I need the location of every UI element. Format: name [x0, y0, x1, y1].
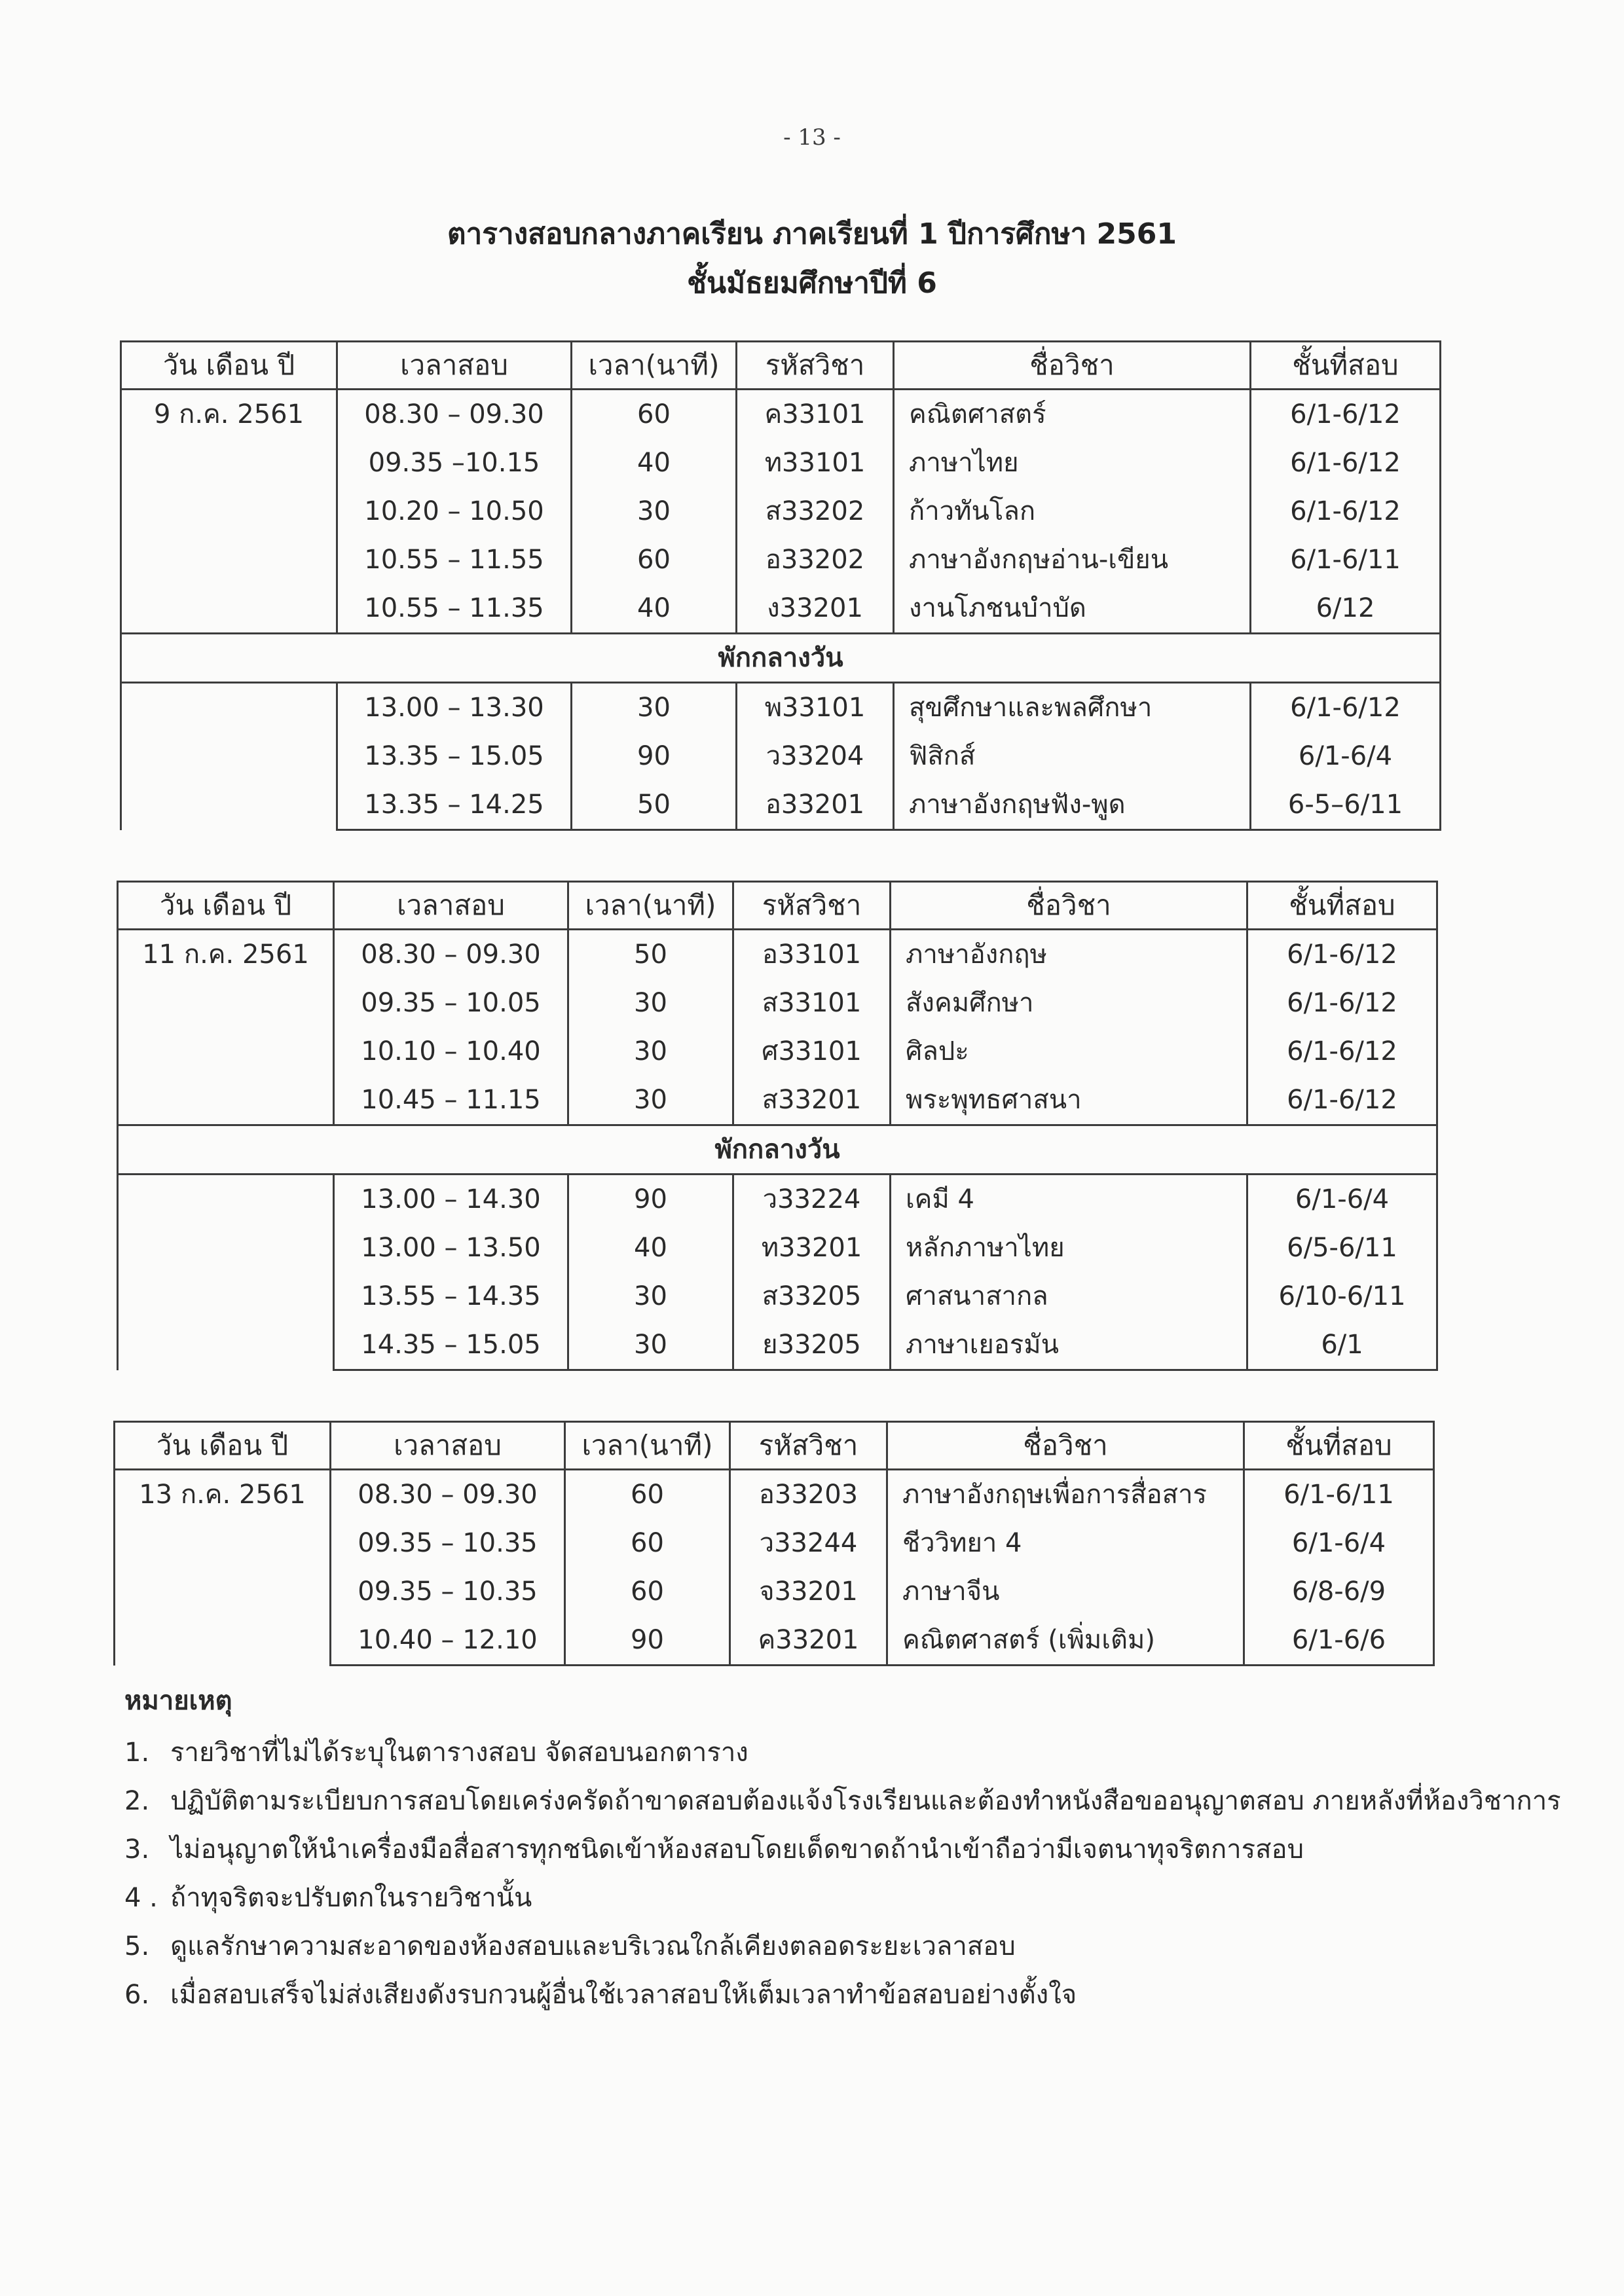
note-item: [124, 1784, 1565, 1818]
cell-subject: คณิตศาสตร์: [894, 390, 1251, 439]
cell-subject: ศิลปะ: [891, 1027, 1247, 1076]
cell-code: จ33201: [730, 1567, 887, 1616]
note-text: รายวิชาที่ไม่ได้ระบุในตารางสอบ จัดสอบนอกตาราง: [170, 1738, 748, 1768]
cell-subject: เคมี 4: [891, 1175, 1247, 1224]
cell-room: 6/1-6/12: [1251, 487, 1441, 536]
header-code: รหัสวิชา: [737, 342, 894, 390]
table-row: [121, 390, 1441, 439]
cell-minutes: 30: [572, 487, 737, 536]
header-minutes: เวลา(นาที): [568, 882, 733, 930]
cell-time: 09.35 – 10.35: [331, 1567, 565, 1616]
note-number: 2.: [124, 1786, 150, 1816]
note-text: เมื่อสอบเสร็จไม่ส่งเสียงดังรบกวนผู้อื่นใช้เวลาสอบให้เต็มเวลาทำข้อสอบอย่างตั้งใจ: [170, 1980, 1077, 2010]
note-text: ปฏิบัติตามระเบียบการสอบโดยเคร่งครัดถ้าขาดสอบต้องแจ้งโรงเรียนและต้องทำหนังสือขออนุญาตสอบ ภายหลังที่ห้องวิชาการ: [170, 1786, 1561, 1816]
cell-code: อ33203: [730, 1470, 887, 1520]
cell-minutes: 30: [568, 1076, 733, 1125]
header-time: เวลาสอบ: [331, 1422, 565, 1470]
cell-minutes: 30: [568, 1272, 733, 1321]
table-row: [118, 930, 1437, 979]
cell-code: อ33101: [733, 930, 891, 979]
cell-minutes: 30: [568, 1321, 733, 1370]
cell-minutes: 90: [565, 1616, 730, 1666]
page-title: ตารางสอบกลางภาคเรียน ภาคเรียนที่ 1 ปีการศึกษา 2561: [447, 217, 1177, 251]
cell-code: ท33101: [737, 439, 894, 487]
cell-minutes: 90: [568, 1175, 733, 1224]
exam-table: [113, 1421, 1435, 1666]
notes-list: [124, 1736, 1565, 2012]
note-item: [124, 1832, 1565, 1867]
lunch-break: พักกลางวัน: [121, 634, 1441, 683]
cell-subject: ฟิสิกส์: [894, 732, 1251, 780]
cell-room: 6/1: [1247, 1321, 1437, 1370]
cell-subject: สังคมศึกษา: [891, 979, 1247, 1027]
cell-minutes: 60: [565, 1519, 730, 1567]
cell-minutes: 50: [568, 930, 733, 979]
cell-code: ง33201: [737, 584, 894, 634]
header-time: เวลาสอบ: [334, 882, 568, 930]
lunch-break-row: [118, 1125, 1437, 1175]
cell-room: 6/10-6/11: [1247, 1272, 1437, 1321]
cell-time: 08.30 – 09.30: [337, 390, 572, 439]
cell-code: ศ33101: [733, 1027, 891, 1076]
exam-date: 11 ก.ค. 2561: [118, 930, 334, 1125]
cell-minutes: 30: [568, 1027, 733, 1076]
cell-time: 09.35 –10.15: [337, 439, 572, 487]
note-number: 6.: [124, 1980, 150, 2010]
note-number: 5.: [124, 1931, 150, 1961]
header-row: [118, 882, 1437, 930]
cell-room: 6/1-6/12: [1251, 390, 1441, 439]
table-row: [121, 683, 1441, 733]
cell-subject: ภาษาอังกฤษ: [891, 930, 1247, 979]
cell-time: 08.30 – 09.30: [334, 930, 568, 979]
cell-code: ค33201: [730, 1616, 887, 1666]
cell-code: อ33201: [737, 780, 894, 830]
cell-minutes: 30: [572, 683, 737, 733]
cell-code: ว33224: [733, 1175, 891, 1224]
header-date: วัน เดือน ปี: [115, 1422, 331, 1470]
exam-date: [118, 1175, 334, 1370]
cell-minutes: 40: [572, 584, 737, 634]
exam-date: 9 ก.ค. 2561: [121, 390, 337, 634]
header-code: รหัสวิชา: [733, 882, 891, 930]
cell-room: 6/1-6/11: [1244, 1470, 1434, 1520]
cell-room: 6/1-6/4: [1244, 1519, 1434, 1567]
cell-room: 6/8-6/9: [1244, 1567, 1434, 1616]
cell-room: 6/1-6/6: [1244, 1616, 1434, 1666]
cell-subject: ภาษาจีน: [887, 1567, 1244, 1616]
page-number: - 13 -: [783, 124, 841, 151]
cell-time: 09.35 – 10.05: [334, 979, 568, 1027]
cell-time: 10.55 – 11.35: [337, 584, 572, 634]
cell-room: 6/1-6/12: [1251, 683, 1441, 733]
cell-subject: ภาษาไทย: [894, 439, 1251, 487]
cell-time: 08.30 – 09.30: [331, 1470, 565, 1520]
cell-room: 6/1-6/11: [1251, 536, 1441, 584]
cell-time: 13.55 – 14.35: [334, 1272, 568, 1321]
header-subject: ชื่อวิชา: [887, 1422, 1244, 1470]
page-subtitle: ชั้นมัธยมศึกษาปีที่ 6: [687, 266, 937, 300]
header-date: วัน เดือน ปี: [118, 882, 334, 930]
cell-room: 6/1-6/12: [1247, 979, 1437, 1027]
cell-room: 6/12: [1251, 584, 1441, 634]
header-row: [121, 342, 1441, 390]
note-text: ไม่อนุญาตให้นำเครื่องมือสื่อสารทุกชนิดเข้าห้องสอบโดยเด็ดขาดถ้านำเข้าถือว่ามีเจตนาทุจริตการสอบ: [170, 1834, 1304, 1865]
lunch-break: พักกลางวัน: [118, 1125, 1437, 1175]
cell-subject: พระพุทธศาสนา: [891, 1076, 1247, 1125]
cell-time: 09.35 – 10.35: [331, 1519, 565, 1567]
cell-minutes: 60: [565, 1470, 730, 1520]
cell-code: ว33204: [737, 732, 894, 780]
cell-subject: ชีววิทยา 4: [887, 1519, 1244, 1567]
cell-subject: สุขศึกษาและพลศึกษา: [894, 683, 1251, 733]
cell-time: 10.55 – 11.55: [337, 536, 572, 584]
table-row: [115, 1470, 1434, 1520]
cell-subject: ศาสนาสากล: [891, 1272, 1247, 1321]
cell-room: 6/1-6/12: [1247, 1027, 1437, 1076]
header-code: รหัสวิชา: [730, 1422, 887, 1470]
cell-subject: ภาษาอังกฤษอ่าน-เขียน: [894, 536, 1251, 584]
cell-room: 6-5–6/11: [1251, 780, 1441, 830]
header-minutes: เวลา(นาที): [572, 342, 737, 390]
cell-time: 14.35 – 15.05: [334, 1321, 568, 1370]
cell-minutes: 50: [572, 780, 737, 830]
cell-time: 13.00 – 14.30: [334, 1175, 568, 1224]
header-minutes: เวลา(นาที): [565, 1422, 730, 1470]
lunch-break-row: [121, 634, 1441, 683]
cell-subject: งานโภชนบำบัด: [894, 584, 1251, 634]
note-item: [124, 1978, 1565, 2012]
cell-room: 6/1-6/12: [1247, 1076, 1437, 1125]
note-item: [124, 1929, 1565, 1963]
note-item: [124, 1881, 1565, 1915]
cell-time: 13.35 – 15.05: [337, 732, 572, 780]
cell-time: 10.20 – 10.50: [337, 487, 572, 536]
note-text: ดูแลรักษาความสะอาดของห้องสอบและบริเวณใกล้เคียงตลอดระยะเวลาสอบ: [170, 1931, 1016, 1961]
cell-time: 10.45 – 11.15: [334, 1076, 568, 1125]
exam-date: 13 ก.ค. 2561: [115, 1470, 331, 1666]
cell-subject: ก้าวทันโลก: [894, 487, 1251, 536]
cell-code: พ33101: [737, 683, 894, 733]
header-date: วัน เดือน ปี: [121, 342, 337, 390]
cell-subject: หลักภาษาไทย: [891, 1224, 1247, 1272]
note-text: ถ้าทุจริตจะปรับตกในรายวิชานั้น: [170, 1883, 532, 1913]
cell-subject: คณิตศาสตร์ (เพิ่มเติม): [887, 1616, 1244, 1666]
header-time: เวลาสอบ: [337, 342, 572, 390]
cell-code: ส33202: [737, 487, 894, 536]
header-row: [115, 1422, 1434, 1470]
cell-time: 13.35 – 14.25: [337, 780, 572, 830]
cell-time: 10.40 – 12.10: [331, 1616, 565, 1666]
cell-code: อ33202: [737, 536, 894, 584]
cell-subject: ภาษาอังกฤษฟัง-พูด: [894, 780, 1251, 830]
cell-code: ท33201: [733, 1224, 891, 1272]
cell-room: 6/5-6/11: [1247, 1224, 1437, 1272]
cell-code: ส33205: [733, 1272, 891, 1321]
cell-room: 6/1-6/4: [1251, 732, 1441, 780]
header-room: ชั้นที่สอบ: [1247, 882, 1437, 930]
cell-code: ว33244: [730, 1519, 887, 1567]
note-number: 3.: [124, 1834, 150, 1865]
cell-code: ค33101: [737, 390, 894, 439]
note-number: 4 .: [124, 1883, 158, 1913]
exam-table: [117, 881, 1438, 1371]
cell-minutes: 60: [572, 536, 737, 584]
cell-minutes: 40: [568, 1224, 733, 1272]
cell-room: 6/1-6/12: [1251, 439, 1441, 487]
notes-section: [124, 1679, 1565, 2026]
notes-heading: หมายเหตุ: [124, 1686, 232, 1716]
cell-room: 6/1-6/12: [1247, 930, 1437, 979]
header-room: ชั้นที่สอบ: [1251, 342, 1441, 390]
cell-time: 10.10 – 10.40: [334, 1027, 568, 1076]
table-row: [118, 1175, 1437, 1224]
cell-minutes: 40: [572, 439, 737, 487]
cell-time: 13.00 – 13.50: [334, 1224, 568, 1272]
cell-room: 6/1-6/4: [1247, 1175, 1437, 1224]
cell-code: ย33205: [733, 1321, 891, 1370]
cell-minutes: 90: [572, 732, 737, 780]
cell-code: ส33201: [733, 1076, 891, 1125]
exam-table: [120, 340, 1441, 831]
header-subject: ชื่อวิชา: [891, 882, 1247, 930]
header-subject: ชื่อวิชา: [894, 342, 1251, 390]
cell-subject: ภาษาเยอรมัน: [891, 1321, 1247, 1370]
cell-minutes: 60: [572, 390, 737, 439]
exam-date: [121, 683, 337, 830]
header-room: ชั้นที่สอบ: [1244, 1422, 1434, 1470]
cell-minutes: 30: [568, 979, 733, 1027]
cell-subject: ภาษาอังกฤษเพื่อการสื่อสาร: [887, 1470, 1244, 1520]
cell-time: 13.00 – 13.30: [337, 683, 572, 733]
cell-code: ส33101: [733, 979, 891, 1027]
note-number: 1.: [124, 1738, 150, 1768]
cell-minutes: 60: [565, 1567, 730, 1616]
note-item: [124, 1736, 1565, 1770]
